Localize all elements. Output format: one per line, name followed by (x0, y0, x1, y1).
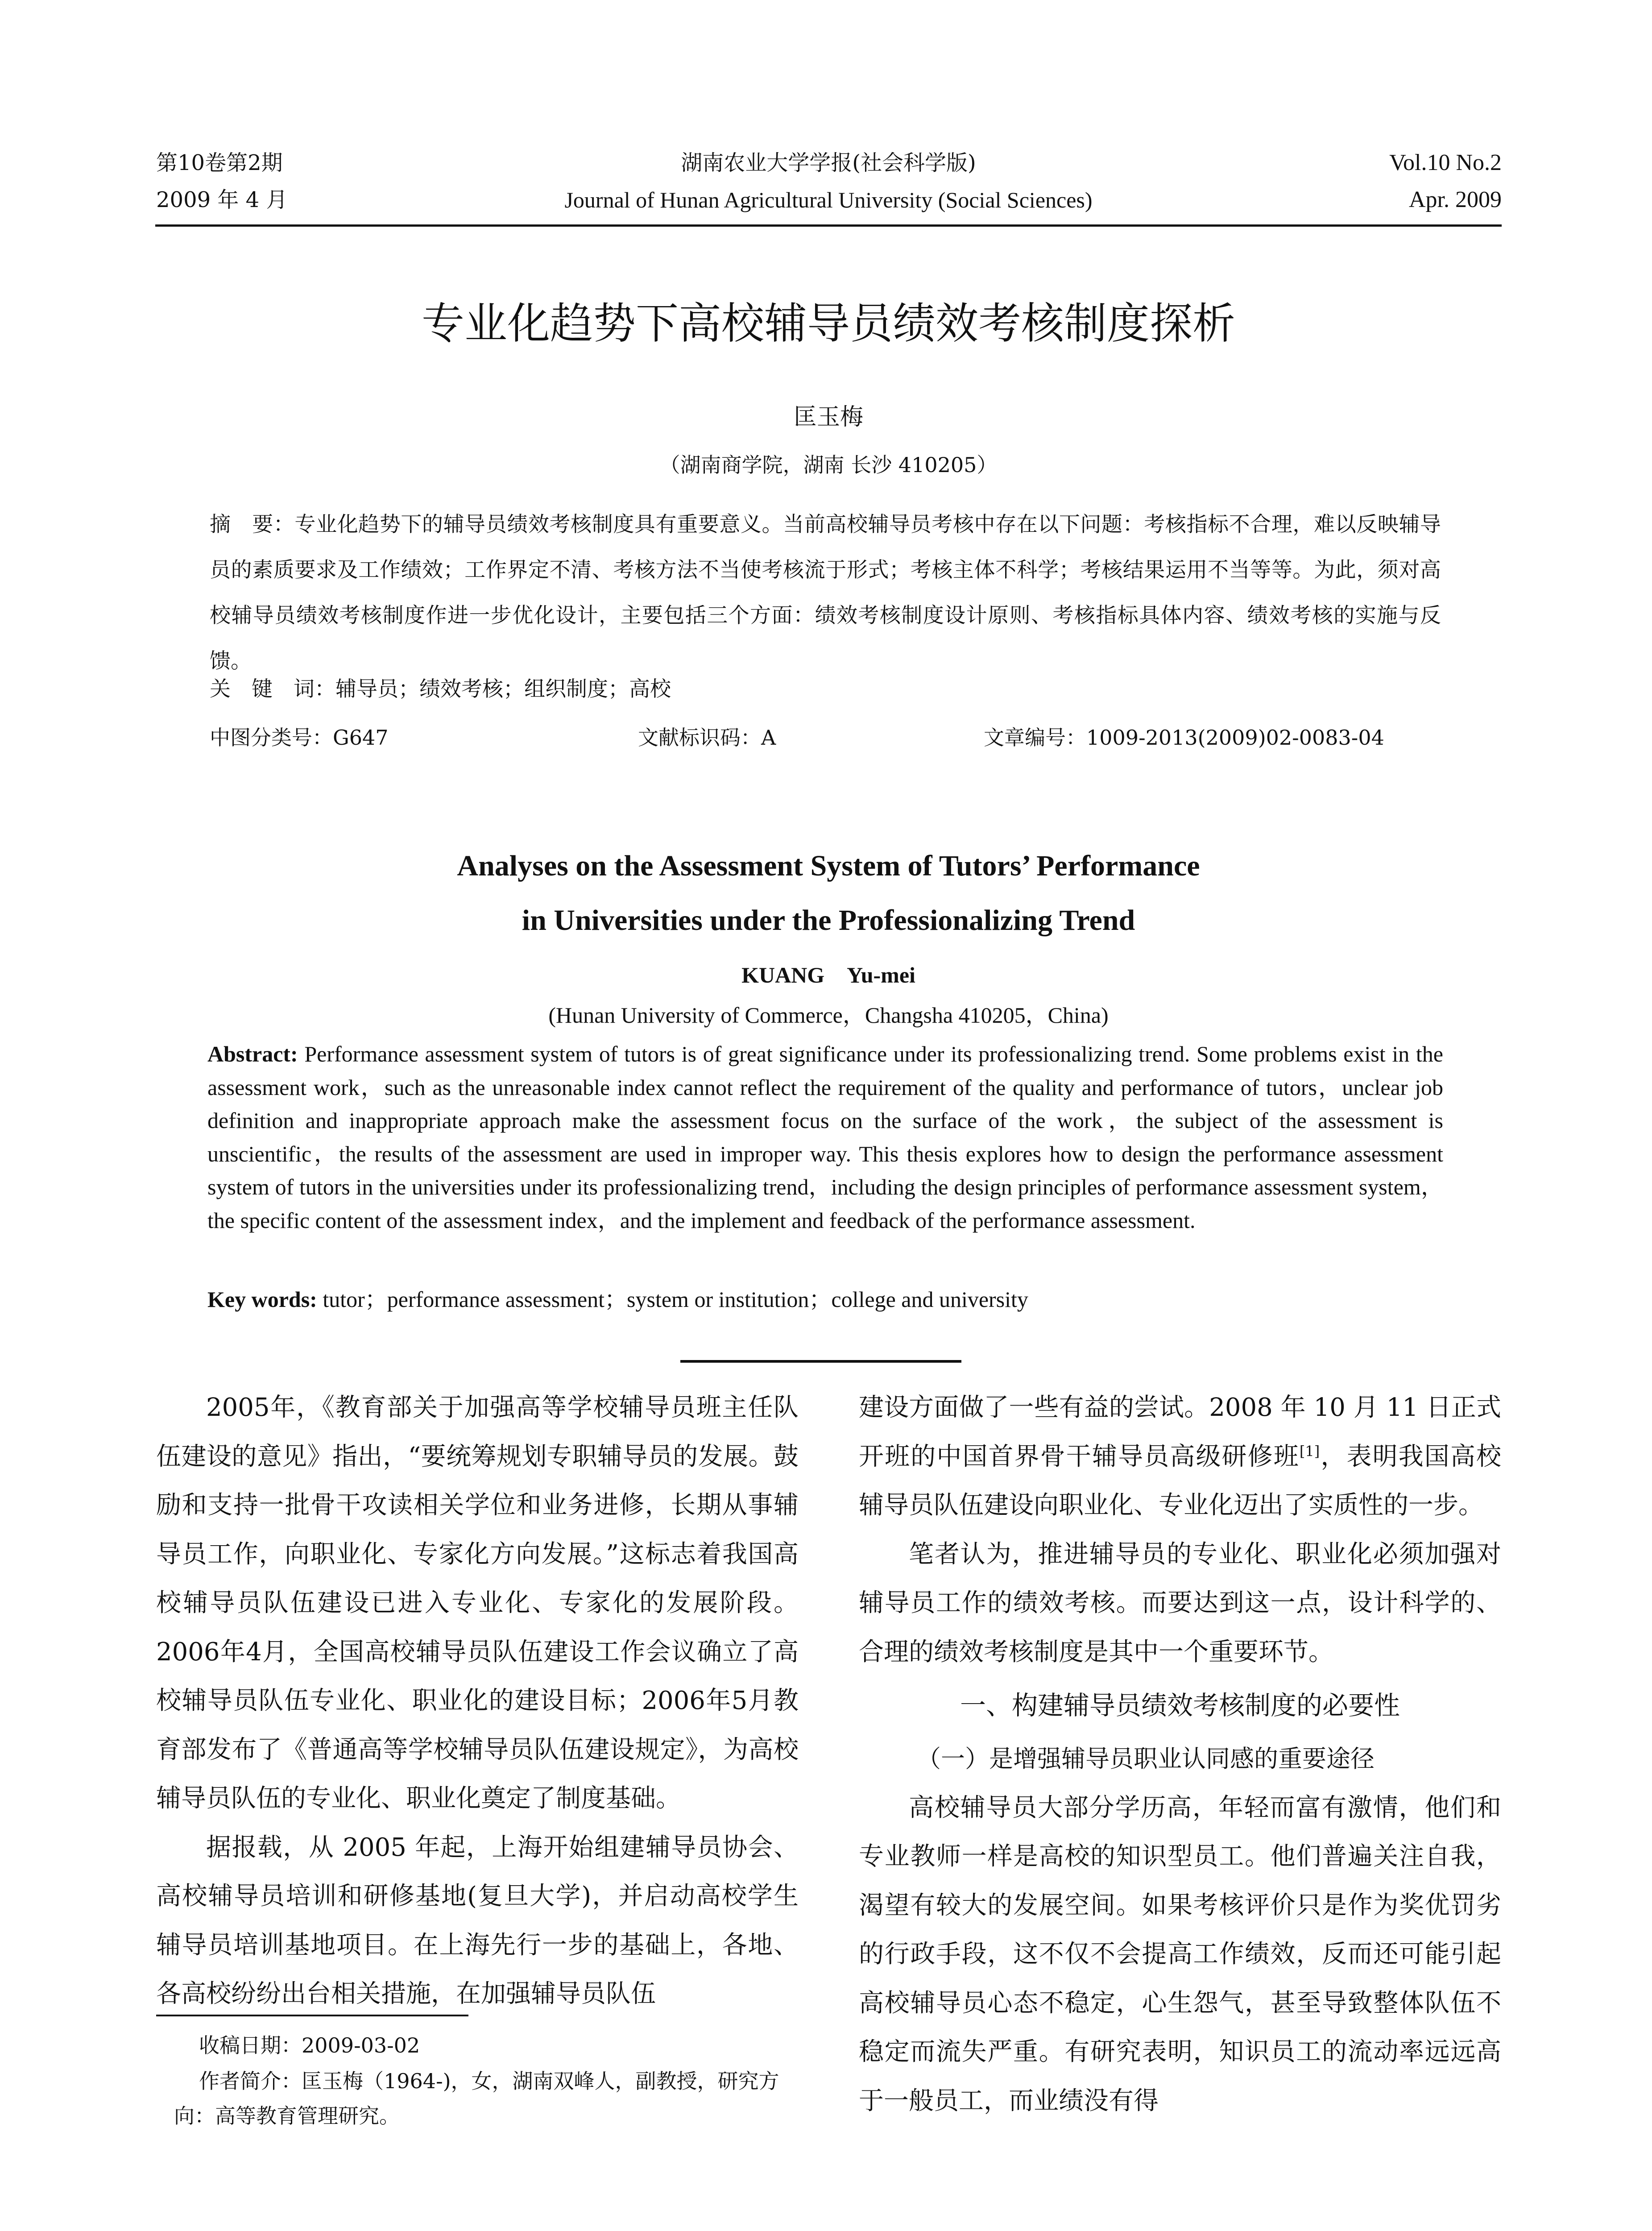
abstract-en-text: Performance assessment system of tutors is of great significance under its professionalizing trend. Some problems exist in the assessment work，such as the unreasonable index cannot reflect the requirement of the quality and performance of tutors，unclear job definition and inappropriate approach make the assessment focus on the surface of the work，the subject of the assessment is unscientific，the results of the assessment are used in improper way. This thesis explores how to design the performance assessment system of tutors in the universities under its professionalizing trend，including the design principles of performance assessment system，the specific content of the assessment index，and the implement and feedback of the performance assessment. (207, 1041, 1443, 1233)
document-code-label: 文献标识码： (638, 726, 761, 750)
keywords-en (207, 1283, 1443, 1316)
title-en-line2: in Universities under the Professionalizing Trend (522, 904, 1135, 937)
abstract-cn-label: 摘 要： (210, 512, 295, 537)
section-divider (680, 1360, 961, 1363)
affiliation-cn: （湖南商学院，湖南 长沙 410205） (659, 453, 998, 477)
body-paragraph: 高校辅导员大部分学历高，年轻而富有激情，他们和专业教师一样是高校的知识型员工。他们普遍关注自我，渴望有较大的发展空间。如果考核评价只是作为奖优罚劣的行政手段，这不仅不会提高工作绩效，反而还可能引起高校辅导员心态不稳定，心生怨气，甚至导致整体队伍不稳定而流失严重。有研究表明，知识员工的流动率远远高于一般员工，而业绩没有得 (859, 1793, 1501, 2115)
body-paragraph: 2005年，《教育部关于加强高等学校辅导员班主任队伍建设的意见》指出，“要统筹规划专职辅导员的发展。鼓励和支持一批骨干攻读相关学位和业务进修，长期从事辅导员工作，向职业化、专家化方向发展。”这标志着我国高校辅导员队伍建设已进入专业化、专家化的发展阶段。2006年4月，全国高校辅导员队伍建设工作会议确立了高校辅导员队伍专业化、职业化的建设目标；2006年5月教育部发布了《普通高等学校辅导员队伍建设规定》，为高校辅导员队伍的专业化、职业化奠定了制度基础。 (156, 1393, 799, 1813)
author-en: KUANG Yu-mei (741, 962, 915, 987)
body-paragraph (859, 1383, 1501, 1530)
abstract-cn-text: 专业化趋势下的辅导员绩效考核制度具有重要意义。当前高校辅导员考核中存在以下问题：考核指标不合理，难以反映辅导员的素质要求及工作绩效；工作界定不清、考核方法不当使考核流于形式；考核主体不科学；考核结果运用不当等等。为此，须对高校辅导员绩效考核制度作进一步优化设计，主要包括三个方面：绩效考核制度设计原则、考核指标具体内容、绩效考核的实施与反馈。 (210, 512, 1441, 673)
article-number-value: 1009-2013(2009)02-0083-04 (1086, 726, 1384, 750)
abstract-en-label: Abstract: (207, 1041, 298, 1066)
document-code-value: A (761, 726, 776, 750)
article-number-label: 文章编号： (984, 726, 1086, 750)
footnote-author-bio: 作者简介：匡玉梅（1964-)，女，湖南双峰人，副教授，研究方向：高等教育管理研究。 (174, 2069, 779, 2128)
subsection-heading: （一）是增强辅导员职业认同感的重要途径 (917, 1745, 1375, 1773)
affiliation-en: (Hunan University of Commerce，Changsha 410205，China) (548, 1003, 1109, 1028)
body-left-column (156, 1383, 799, 2019)
section-heading: 一、构建辅导员绩效考核制度的必要性 (960, 1690, 1400, 1721)
title-en (155, 839, 1502, 948)
author-cn: 匡玉梅 (793, 404, 863, 431)
footnote-received: 收稿日期：2009-03-02 (199, 2033, 420, 2057)
header-rule (155, 224, 1502, 227)
citation-ref: [1] (1299, 1442, 1320, 1460)
body-right-column (859, 1383, 1501, 2125)
keywords-en-text: tutor；performance assessment；system or institution；college and university (317, 1287, 1028, 1312)
clc-label: 中图分类号： (210, 726, 333, 750)
title-en-line1: Analyses on the Assessment System of Tutors’ Performance (457, 850, 1200, 882)
header-journal-cn: 湖南农业大学学报(社会科学版) (681, 150, 976, 175)
header-volume-cn: 第10卷第2期 (156, 150, 283, 175)
article-number (984, 722, 1384, 753)
header-date-cn: 2009 年 4 月 (156, 187, 288, 212)
body-text: ，表明我国高校辅导员队伍建设向职业化、专业化迈出了实质性的一步。 (859, 1442, 1502, 1520)
header-date-en: Apr. 2009 (1409, 187, 1502, 212)
body-text: 建设方面做了一些有益的尝试。2008 年 10 月 11 日正式开班的中国首界骨干辅导员高级研修班 (859, 1393, 1501, 1471)
keywords-cn-text: 辅导员；绩效考核；组织制度；高校 (335, 677, 671, 701)
abstract-en (207, 1037, 1443, 1237)
abstract-cn (210, 502, 1441, 684)
title-cn: 专业化趋势下高校辅导员绩效考核制度探析 (422, 299, 1235, 348)
body-paragraph: 据报载，从 2005 年起，上海开始组建辅导员协会、高校辅导员培训和研修基地(复旦大学)，并启动高校学生辅导员培训基地项目。在上海先行一步的基础上，各地、各高校纷纷出台相关措施，在加强辅导员队伍 (156, 1833, 799, 2008)
keywords-en-label: Key words: (207, 1287, 317, 1312)
clc-number (210, 722, 389, 753)
keywords-cn (210, 674, 1441, 705)
keywords-cn-label: 关 键 词： (210, 677, 335, 701)
footnote-rule (156, 2015, 468, 2016)
document-code (638, 722, 776, 753)
header-journal-en: Journal of Hunan Agricultural University (Social Sciences) (564, 187, 1093, 212)
header-volume-en: Vol.10 No.2 (1389, 150, 1502, 175)
clc-value: G647 (333, 726, 389, 750)
body-paragraph: 笔者认为，推进辅导员的专业化、职业化必须加强对辅导员工作的绩效考核。而要达到这一点，设计科学的、合理的绩效考核制度是其中一个重要环节。 (859, 1539, 1501, 1667)
